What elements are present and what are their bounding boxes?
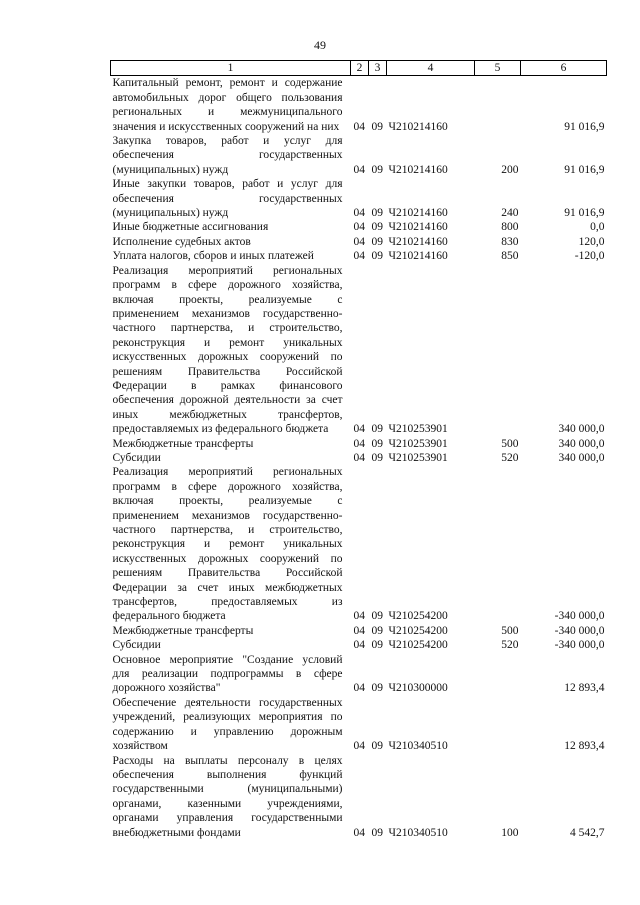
row-target-code: Ч210214160 (388, 207, 448, 220)
header-col-4: 4 (387, 61, 475, 76)
row-amount: -340 000,0 (554, 624, 605, 637)
row-expense-type: 520 (501, 639, 519, 652)
row-subsection: 09 (371, 740, 383, 753)
row-amount: 91 016,9 (564, 207, 605, 220)
row-subsection: 09 (371, 207, 383, 220)
row-target-code: Ч210340510 (388, 826, 448, 839)
budget-table (110, 60, 607, 840)
row-expense-type: 500 (501, 624, 519, 637)
row-subsection: 09 (371, 250, 383, 263)
table-row (111, 437, 607, 451)
header-col-1: 1 (111, 61, 351, 76)
table-row (111, 638, 607, 652)
row-description: Субсидии (112, 451, 161, 464)
row-target-code: Ч210253901 (388, 437, 448, 450)
row-expense-type (475, 465, 521, 623)
row-amount: -120,0 (574, 250, 605, 263)
row-target-code: Ч210214160 (388, 235, 448, 248)
row-amount: 12 893,4 (564, 682, 605, 695)
row-target-code: Ч210253901 (388, 423, 448, 436)
row-amount: 4 542,7 (570, 826, 605, 839)
table-row (111, 177, 607, 220)
row-subsection: 09 (371, 826, 383, 839)
row-expense-type (475, 653, 521, 696)
page-number: 49 (314, 38, 326, 52)
row-target-code: Ч210340510 (388, 740, 448, 753)
row-section: 04 (353, 163, 365, 176)
row-description: Межбюджетные трансферты (112, 437, 254, 450)
row-expense-type: 830 (501, 235, 519, 248)
row-target-code: Ч210214160 (388, 120, 448, 133)
row-section: 04 (353, 250, 365, 263)
row-amount: -340 000,0 (554, 639, 605, 652)
row-subsection: 09 (371, 120, 383, 133)
row-section: 04 (353, 624, 365, 637)
table-row (111, 451, 607, 465)
row-amount: -340 000,0 (554, 610, 605, 623)
table-row (111, 235, 607, 249)
row-section: 04 (353, 235, 365, 248)
row-target-code: Ч210214160 (388, 250, 448, 263)
row-subsection: 09 (371, 624, 383, 637)
row-description: Исполнение судебных актов (112, 235, 251, 248)
table-row (111, 754, 607, 840)
row-section: 04 (353, 826, 365, 839)
row-expense-type: 240 (501, 207, 519, 220)
table-row (111, 264, 607, 437)
row-description: Обеспечение деятельности государственных учреждений, реализующих мероприятия по содержанию и управлению дорожным хозяйством (112, 696, 343, 753)
row-description: Реализация мероприятий региональных программ в сфере дорожного хозяйства, включая проекты, реализуемые с применением механизмов государственно-частного партнерства, и строительство, реконструкция и ремонт уникальных искусственных дорожных сооружений по решениям Правительства Российской Федерации за счет иных межбюджетных трансфертов, предоставляемых из федерального бюджета (112, 466, 343, 623)
row-expense-type (475, 76, 521, 134)
row-description: Реализация мероприятий региональных программ в сфере дорожного хозяйства, включая проекты, реализуемые с применением механизмов государственно-частного партнерства, и строительство, реконструкция и ремонт уникальных искусственных дорожных сооружений по решениям Правительства Российской Федерации в рамках финансового обеспечения дорожной деятельности за счет иных межбюджетных трансфертов, предоставляемых из федерального бюджета (112, 264, 343, 436)
table-row (111, 220, 607, 234)
row-expense-type: 800 (501, 221, 519, 234)
row-amount: 340 000,0 (558, 423, 605, 436)
row-description: Иные закупки товаров, работ и услуг для обеспечения государственных (муниципальных) нужд (112, 178, 343, 220)
row-section: 04 (353, 639, 365, 652)
row-subsection: 09 (371, 610, 383, 623)
row-subsection: 09 (371, 682, 383, 695)
row-amount: 0,0 (590, 221, 605, 234)
row-description: Иные бюджетные ассигнования (112, 221, 269, 234)
row-subsection: 09 (371, 451, 383, 464)
header-row (111, 61, 607, 76)
row-target-code: Ч210254200 (388, 639, 448, 652)
row-section: 04 (353, 740, 365, 753)
table-row (111, 696, 607, 754)
row-expense-type: 200 (501, 163, 519, 176)
row-description: Основное мероприятие "Создание условий для реализации подпрограммы в сфере дорожного хозяйства" (112, 653, 343, 695)
row-amount: 12 893,4 (564, 740, 605, 753)
table-row (111, 134, 607, 177)
row-section: 04 (353, 120, 365, 133)
row-description: Межбюджетные трансферты (112, 624, 254, 637)
row-description: Закупка товаров, работ и услуг для обеспечения государственных (муниципальных) нужд (112, 135, 343, 176)
row-expense-type (475, 696, 521, 754)
row-amount: 340 000,0 (558, 437, 605, 450)
row-expense-type: 520 (501, 451, 519, 464)
header-col-3: 3 (369, 61, 387, 76)
row-subsection: 09 (371, 639, 383, 652)
row-expense-type: 500 (501, 437, 519, 450)
row-section: 04 (353, 682, 365, 695)
row-target-code: Ч210300000 (388, 682, 448, 695)
header-col-5: 5 (475, 61, 521, 76)
row-subsection: 09 (371, 235, 383, 248)
row-expense-type: 100 (501, 826, 519, 839)
row-section: 04 (353, 451, 365, 464)
table-row (111, 653, 607, 696)
row-subsection: 09 (371, 423, 383, 436)
row-description: Расходы на выплаты персоналу в целях обеспечения выполнения функций государственными (муниципальными) органами, казенными учреждениями, органами управления государственными внебюджетными фондами (112, 754, 343, 839)
row-section: 04 (353, 207, 365, 220)
row-section: 04 (353, 610, 365, 623)
row-section: 04 (353, 221, 365, 234)
row-section: 04 (353, 437, 365, 450)
row-subsection: 09 (371, 163, 383, 176)
row-target-code: Ч210254200 (388, 624, 448, 637)
row-amount: 340 000,0 (558, 451, 605, 464)
header-col-2: 2 (351, 61, 369, 76)
header-col-6: 6 (521, 61, 607, 76)
row-amount: 91 016,9 (564, 163, 605, 176)
row-description: Уплата налогов, сборов и иных платежей (112, 250, 314, 263)
table-row (111, 624, 607, 638)
row-amount: 91 016,9 (564, 120, 605, 133)
row-target-code: Ч210214160 (388, 163, 448, 176)
row-subsection: 09 (371, 221, 383, 234)
row-expense-type: 850 (501, 250, 519, 263)
row-target-code: Ч210253901 (388, 451, 448, 464)
row-description: Капитальный ремонт, ремонт и содержание автомобильных дорог общего пользования региональных и межмуниципального значения и искусственных сооружений на них (112, 77, 343, 133)
table-row (111, 465, 607, 623)
table-row (111, 76, 607, 134)
row-target-code: Ч210254200 (388, 610, 448, 623)
table-row (111, 249, 607, 263)
row-section: 04 (353, 423, 365, 436)
row-amount: 120,0 (578, 235, 605, 248)
row-expense-type (475, 264, 521, 437)
row-target-code: Ч210214160 (388, 221, 448, 234)
row-subsection: 09 (371, 437, 383, 450)
row-description: Субсидии (112, 639, 161, 652)
